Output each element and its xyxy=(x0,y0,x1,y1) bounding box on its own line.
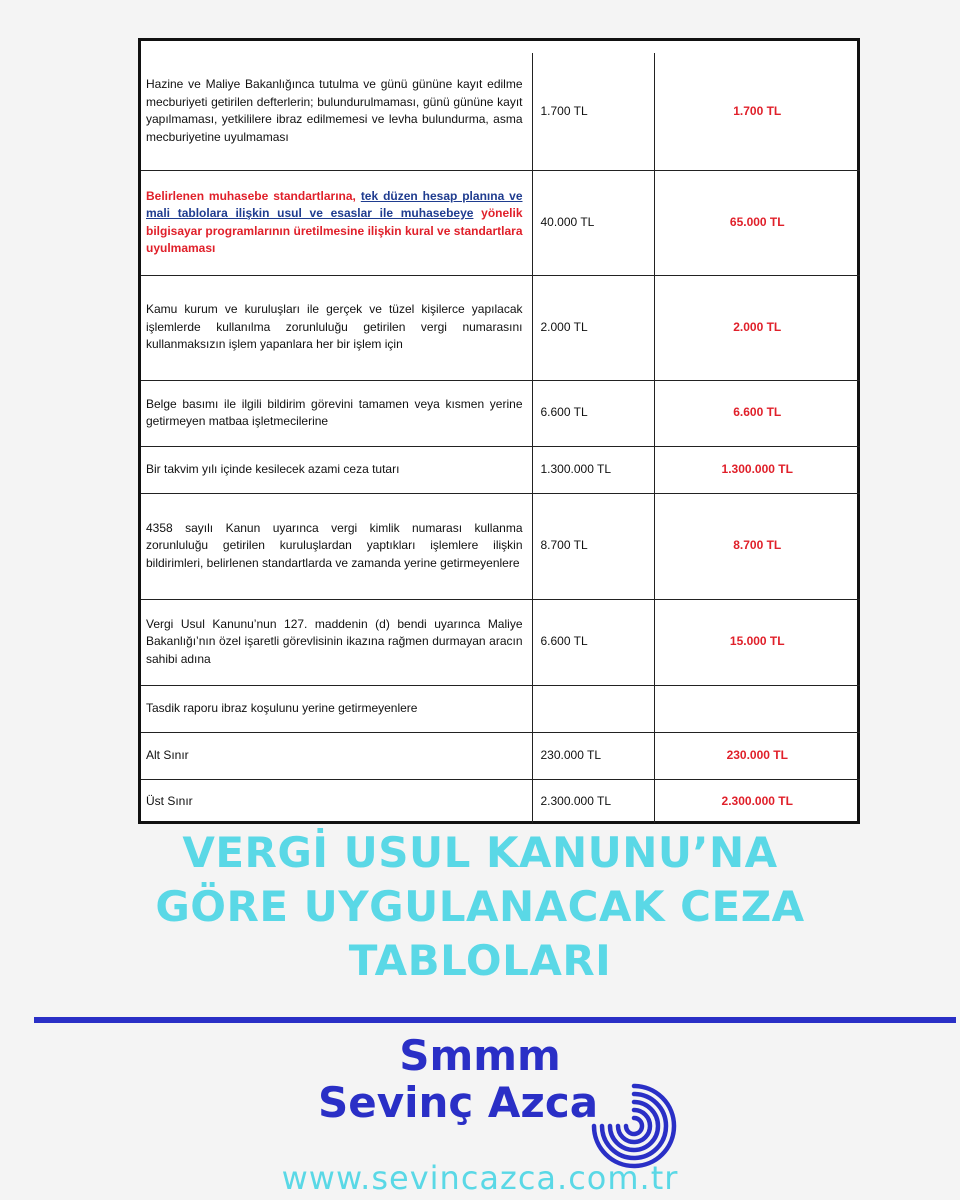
row-description xyxy=(141,170,532,275)
headline-line: VERGİ USUL KANUNU’NA xyxy=(182,828,778,877)
row-description: Alt Sınır xyxy=(141,732,532,779)
row-old-amount: 6.600 TL xyxy=(532,599,654,685)
row-new-amount: 1.300.000 TL xyxy=(654,446,860,493)
row-description: Belge basımı ile ilgili bildirim görevini tamamen veya kısmen yerine getirmeyen matbaa işletmecilerine xyxy=(141,380,532,446)
row-new-amount: 8.700 TL xyxy=(654,493,860,599)
table-row xyxy=(141,599,860,685)
row-new-amount: 2.000 TL xyxy=(654,275,860,380)
table-row xyxy=(141,732,860,779)
headline-line: TABLOLARI xyxy=(348,936,612,985)
penalty-table-frame xyxy=(138,38,860,824)
row-old-amount: 6.600 TL xyxy=(532,380,654,446)
row-description: Tasdik raporu ibraz koşulunu yerine getirmeyenlere xyxy=(141,685,532,732)
row-old-amount: 40.000 TL xyxy=(532,170,654,275)
row-new-amount: 15.000 TL xyxy=(654,599,860,685)
divider xyxy=(34,1017,956,1023)
table-row xyxy=(141,170,860,275)
row-new-amount: 6.600 TL xyxy=(654,380,860,446)
row-new-amount: 65.000 TL xyxy=(654,170,860,275)
description-link[interactable]: tek düzen hesap planına ve mali tablolara ilişkin usul ve esaslar ile muhasebeye xyxy=(146,188,523,220)
row-description: Vergi Usul Kanunu’nun 127. maddenin (d) bendi uyarınca Maliye Bakanlığı’nın özel işaretli görevlisinin ikazına rağmen durmayan aracın sahibi adına xyxy=(141,599,532,685)
headline-line: GÖRE UYGULANACAK CEZA xyxy=(155,882,805,931)
table-row xyxy=(141,53,860,170)
row-new-amount: 230.000 TL xyxy=(654,732,860,779)
penalty-table xyxy=(141,53,860,823)
row-description: Kamu kurum ve kuruluşları ile gerçek ve tüzel kişilerce yapılacak işlemlerde kullanılma zorunluluğu getirilen vergi numarasını kullanmaksızın işlem yapanlara her bir işlem için xyxy=(141,275,532,380)
row-new-amount: 1.700 TL xyxy=(654,53,860,170)
row-old-amount: 2.300.000 TL xyxy=(532,779,654,823)
row-description: 4358 sayılı Kanun uyarınca vergi kimlik numarası kullanma zorunluluğu getirilen kuruluşlardan yaptıkları işlemlere ilişkin bildirimleri, belirlenen standartlarda ve zamanda yerine getirmeyenlere xyxy=(141,493,532,599)
row-new-amount: 2.300.000 TL xyxy=(654,779,860,823)
brand-name: Sevinç Azca xyxy=(318,1078,599,1127)
brand-title: Smmm xyxy=(399,1031,561,1080)
row-description: Üst Sınır xyxy=(141,779,532,823)
row-new-amount xyxy=(654,685,860,732)
row-old-amount: 8.700 TL xyxy=(532,493,654,599)
table-row xyxy=(141,275,860,380)
table-row xyxy=(141,685,860,732)
table-row xyxy=(141,493,860,599)
row-old-amount: 2.000 TL xyxy=(532,275,654,380)
headline xyxy=(0,826,960,988)
table-row xyxy=(141,380,860,446)
row-old-amount: 230.000 TL xyxy=(532,732,654,779)
row-old-amount: 1.700 TL xyxy=(532,53,654,170)
website-url[interactable]: www.sevincazca.com.tr xyxy=(281,1159,679,1197)
table-row xyxy=(141,779,860,823)
row-description: Bir takvim yılı içinde kesilecek azami ceza tutarı xyxy=(141,446,532,493)
row-old-amount xyxy=(532,685,654,732)
row-old-amount: 1.300.000 TL xyxy=(532,446,654,493)
description-highlight: Belirlenen muhasebe standartlarına, xyxy=(146,188,361,203)
description-highlight: yönelik bilgisayar programlarının üretilmesine ilişkin kural ve standartlara uyulmaması xyxy=(146,206,523,255)
row-description: Hazine ve Maliye Bakanlığınca tutulma ve günü gününe kayıt edilme mecburiyeti getirilen defterlerin; bulundurulmaması, günü gününe kayıt yapılmaması, yetkililere ibraz edilmemesi ve levha bulundurma, asma mecburiyetine uyulmaması xyxy=(141,53,532,170)
table-row xyxy=(141,446,860,493)
